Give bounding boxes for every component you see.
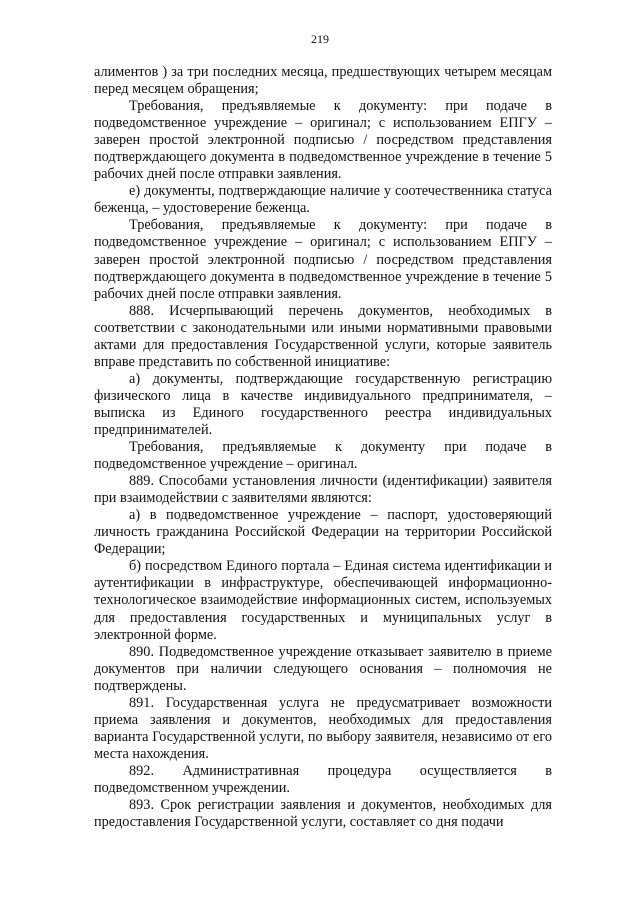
- paragraph-892: 892. Административная процедура осуществляется в подведомственном учреждении.: [94, 762, 552, 796]
- paragraph-888: 888. Исчерпывающий перечень документов, необходимых в соответствии с законодательными или иными нормативными правовыми актами для предоставления Государственной услуги, которые заявитель вправе представить по собственной инициативе:: [94, 302, 552, 370]
- paragraph-requirements-1: Требования, предъявляемые к документу: при подаче в подведомственное учреждение – оригинал; с использованием ЕПГУ – заверен простой электронной подписью / посредством представления подтверждающего документа в подведомственное учреждение в течение 5 рабочих дней после отправки заявления.: [94, 98, 552, 183]
- paragraph-890: 890. Подведомственное учреждение отказывает заявителю в приеме документов при наличии следующего основания – полномочия не подтверждены.: [94, 643, 552, 694]
- paragraph-continuation: алиментов ) за три последних месяца, предшествующих четырем месяцам перед месяцем обращения;: [94, 64, 552, 98]
- paragraph-requirements-2: Требования, предъявляемые к документу: при подаче в подведомственное учреждение – оригинал; с использованием ЕПГУ – заверен простой электронной подписью / посредством представления подтверждающего документа в подведомственное учреждение в течение 5 рабочих дней после отправки заявления.: [94, 217, 552, 302]
- paragraph-requirements-3: Требования, предъявляемые к документу при подаче в подведомственное учреждение – оригинал.: [94, 439, 552, 473]
- paragraph-888-item-a: а) документы, подтверждающие государственную регистрацию физического лица в качестве индивидуального предпринимателя, – выписка из Единого государственного реестра индивидуальных предпринимателей.: [94, 370, 552, 438]
- paragraph-item-e: е) документы, подтверждающие наличие у соотечественника статуса беженца, – удостоверение беженца.: [94, 183, 552, 217]
- paragraph-889-item-b: б) посредством Единого портала – Единая система идентификации и аутентификации в инфраструктуре, обеспечивающей информационно-технологическое взаимодействие информационных систем, используемых для предоставления государственных и муниципальных услуг в электронной форме.: [94, 558, 552, 643]
- page-number: 219: [311, 32, 329, 46]
- paragraph-891: 891. Государственная услуга не предусматривает возможности приема заявления и документов, необходимых для предоставления варианта Государственной услуги, по выбору заявителя, независимо от его места нахождения.: [94, 694, 552, 762]
- document-body: [94, 64, 552, 831]
- paragraph-889-item-a: а) в подведомственное учреждение – паспорт, удостоверяющий личность гражданина Российской Федерации на территории Российской Федерации;: [94, 507, 552, 558]
- paragraph-893: 893. Срок регистрации заявления и документов, необходимых для предоставления Государственной услуги, составляет со дня подачи: [94, 797, 552, 831]
- paragraph-889: 889. Способами установления личности (идентификации) заявителя при взаимодействии с заявителями являются:: [94, 473, 552, 507]
